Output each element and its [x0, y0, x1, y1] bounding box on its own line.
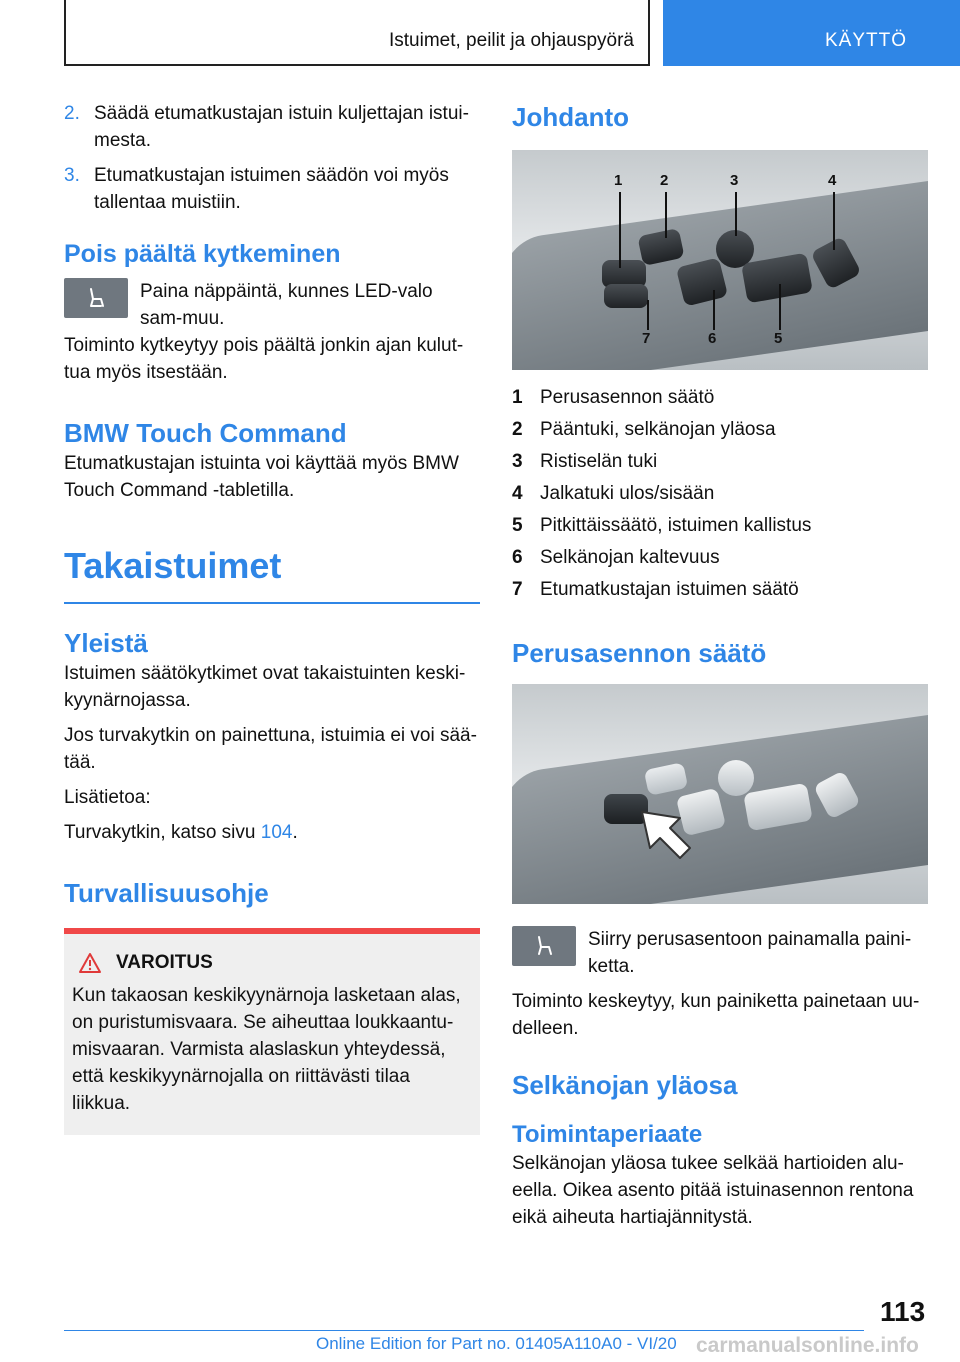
page-link[interactable]: 104 [260, 822, 293, 843]
seat-basic-position-icon [512, 926, 576, 966]
warning-box [64, 928, 480, 1135]
legend-number: 7 [512, 579, 523, 600]
leader-line [713, 290, 715, 330]
warning-title: VAROITUS [116, 952, 213, 973]
figure-label: 6 [708, 330, 717, 347]
legend-item [512, 510, 928, 542]
basic-position-instruction [512, 926, 928, 980]
footer-edition: Online Edition for Part no. 01405A110A0 - VI/20 [316, 1334, 677, 1353]
legend-number: 6 [512, 547, 523, 568]
general-paragraph: Istuimen säätökytkimet ovat takaistuinten keski-kyynärnojassa. [64, 663, 466, 711]
legend-item [512, 542, 928, 574]
header-section-box [64, 0, 650, 66]
left-column [64, 100, 480, 1135]
legend-number: 1 [512, 387, 523, 408]
general-paragraph: Jos turvakytkin on painettuna, istuimia ei voi sää-tää. [64, 725, 477, 773]
footer-rule [64, 1330, 864, 1331]
cross-reference-suffix: . [292, 822, 298, 843]
legend-item [512, 574, 928, 606]
principle-heading: Toimintaperiaate [512, 1121, 703, 1148]
legend-number: 3 [512, 451, 523, 472]
legend-text: Selkänojan kaltevuus [540, 547, 720, 568]
legend-text: Ristiselän tuki [540, 451, 658, 472]
legend-item [512, 382, 928, 414]
header-section-title: Istuimet, peilit ja ohjauspyörä [388, 30, 634, 51]
cross-reference-text: Turvakytkin, katso sivu [64, 822, 261, 843]
warning-header [78, 950, 472, 976]
legend-text: Pääntuki, selkänojan yläosa [540, 419, 776, 440]
legend-text: Jalkatuki ulos/sisään [540, 483, 715, 504]
basic-position-figure [512, 684, 928, 904]
rear-seats-heading: Takaistuimet [64, 545, 282, 586]
warning-triangle-icon [78, 952, 102, 974]
heading-rule [64, 602, 480, 604]
legend-number: 5 [512, 515, 523, 536]
basic-position-instruction-text: Siirry perusasentoon painamalla paini-ketta. [588, 929, 912, 977]
legend-text: Pitkittäissäätö, istuimen kallistus [540, 515, 812, 536]
principle-text: Selkänojan yläosa tukee selkää hartioiden alu-eella. Oikea asento pitää istuinasennon rentona eikä aiheuta hartiajännitystä. [512, 1153, 914, 1228]
step-text: Säädä etumatkustajan istuin kuljettajan istui-mesta. [94, 103, 469, 151]
legend-number: 2 [512, 419, 523, 440]
figure-label: 7 [642, 330, 651, 347]
basic-position-note: Toiminto keskeytyy, kun painiketta painetaan uu-delleen. [512, 991, 920, 1039]
touch-command-text: Etumatkustajan istuinta voi käyttää myös BMW Touch Command -tabletilla. [64, 453, 459, 501]
general-paragraph: Lisätietoa: [64, 787, 151, 808]
switch-off-heading: Pois päältä kytkeminen [64, 240, 341, 268]
figure-label: 2 [660, 172, 669, 189]
lumbar-knob [718, 760, 754, 796]
leader-line [833, 192, 835, 250]
switch-off-instruction-text: Paina näppäintä, kunnes LED-valo sam-muu. [140, 281, 433, 329]
general-heading: Yleistä [64, 628, 148, 658]
switch-off-note: Toiminto kytkeytyy pois päältä jonkin ajan kulut-tua myös itsestään. [64, 335, 464, 383]
step-number: 2. [64, 103, 80, 124]
figure-legend [512, 382, 928, 606]
legend-number: 4 [512, 483, 523, 504]
legend-item [512, 446, 928, 478]
switch-off-instruction [64, 278, 480, 332]
step-text: Etumatkustajan istuimen säädön voi myös tallentaa muistiin. [94, 165, 449, 213]
warning-text: Kun takaosan keskikyynärnoja lasketaan alas, on puristumisvaara. Se aiheuttaa loukkaantu-misvaaran. Varmista alaslaskun yhteydessä, että keskikyynärnojalla on riittävästi tilaa liikkua. [72, 985, 461, 1114]
step-item [64, 100, 480, 154]
figure-label: 4 [828, 172, 837, 189]
figure-label: 5 [774, 330, 783, 347]
leader-line [647, 300, 649, 330]
intro-heading: Johdanto [512, 102, 629, 132]
seat-button-icon [64, 278, 128, 318]
legend-item [512, 414, 928, 446]
page-number: 113 [880, 1296, 926, 1327]
right-column [512, 100, 928, 1231]
upper-backrest-heading: Selkänojan yläosa [512, 1070, 738, 1100]
leader-line [619, 192, 621, 268]
legend-text: Etumatkustajan istuimen säätö [540, 579, 799, 600]
figure-label: 1 [614, 172, 623, 189]
step-number: 3. [64, 165, 80, 186]
leader-line [665, 192, 667, 238]
pointer-arrow-icon [632, 804, 696, 864]
safety-heading: Turvallisuusohje [64, 878, 269, 908]
general-paragraph [64, 819, 480, 846]
legend-text: Perusasennon säätö [540, 387, 715, 408]
legend-item [512, 478, 928, 510]
touch-command-heading: BMW Touch Command [64, 418, 347, 448]
figure-label: 3 [730, 172, 739, 189]
button-passenger-seat [604, 284, 648, 308]
leader-line [735, 192, 737, 236]
leader-line [779, 284, 781, 330]
header-chapter-label: KÄYTTÖ [825, 30, 908, 51]
seat-switch-figure [512, 150, 928, 370]
footer-watermark: carmanualsonline.info [696, 1334, 919, 1357]
header-chapter-tab[interactable] [663, 0, 960, 66]
basic-position-heading: Perusasennon säätö [512, 638, 767, 668]
step-item [64, 162, 480, 216]
